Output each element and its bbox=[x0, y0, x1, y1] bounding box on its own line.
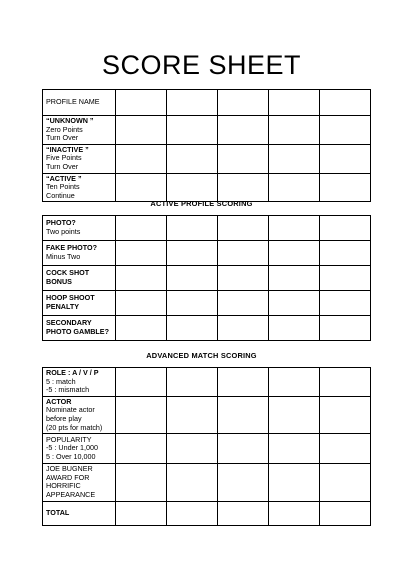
score-cell[interactable] bbox=[167, 464, 218, 501]
score-cell[interactable] bbox=[218, 116, 269, 145]
score-cell[interactable] bbox=[269, 266, 320, 291]
score-cell[interactable] bbox=[320, 316, 371, 341]
score-cell[interactable] bbox=[167, 396, 218, 433]
score-cell[interactable] bbox=[116, 90, 167, 116]
advanced-match-scoring-table bbox=[42, 367, 371, 526]
score-cell[interactable] bbox=[320, 216, 371, 241]
score-cell[interactable] bbox=[269, 396, 320, 433]
score-cell[interactable] bbox=[218, 291, 269, 316]
score-cell[interactable] bbox=[218, 144, 269, 173]
row-label-line: “ACTIVE ” bbox=[46, 173, 82, 183]
row-label bbox=[43, 434, 116, 464]
row-label-line: TOTAL bbox=[46, 507, 70, 517]
row-label-line: JOE BUGNER bbox=[46, 464, 93, 474]
table-row bbox=[43, 434, 371, 464]
score-cell[interactable] bbox=[269, 90, 320, 116]
row-label-line: Turn Over bbox=[46, 161, 79, 171]
score-cell[interactable] bbox=[320, 464, 371, 501]
score-cell[interactable] bbox=[269, 291, 320, 316]
score-cell[interactable] bbox=[167, 90, 218, 116]
row-label-line: SECONDARY bbox=[46, 318, 92, 328]
row-label-line: before play bbox=[46, 413, 82, 423]
score-cell[interactable] bbox=[320, 90, 371, 116]
score-cell[interactable] bbox=[218, 266, 269, 291]
row-label bbox=[43, 90, 116, 116]
table-row bbox=[43, 144, 371, 173]
score-cell[interactable] bbox=[167, 144, 218, 173]
score-cell[interactable] bbox=[320, 116, 371, 145]
score-cell[interactable] bbox=[116, 368, 167, 397]
table-row bbox=[43, 464, 371, 501]
table-row bbox=[43, 368, 371, 397]
row-label bbox=[43, 291, 116, 316]
score-cell[interactable] bbox=[320, 173, 371, 202]
row-label bbox=[43, 173, 116, 202]
row-label-line: POPULARITY bbox=[46, 434, 92, 444]
table-row bbox=[43, 396, 371, 433]
row-label bbox=[43, 144, 116, 173]
row-label-line: HORRIFIC bbox=[46, 481, 81, 491]
score-cell[interactable] bbox=[269, 368, 320, 397]
score-cell[interactable] bbox=[320, 291, 371, 316]
table-row bbox=[43, 291, 371, 316]
row-label bbox=[43, 368, 116, 397]
row-label-line: PENALTY bbox=[46, 302, 80, 311]
active-profile-scoring-table bbox=[42, 215, 371, 341]
row-label bbox=[43, 216, 116, 241]
row-label-line: 5 : match bbox=[46, 376, 76, 386]
score-cell[interactable] bbox=[167, 216, 218, 241]
row-label-line: FAKE PHOTO? bbox=[46, 243, 97, 253]
score-cell[interactable] bbox=[320, 144, 371, 173]
table-row bbox=[43, 501, 371, 525]
score-cell[interactable] bbox=[218, 316, 269, 341]
score-cell[interactable] bbox=[167, 173, 218, 202]
row-label-line: HOOP SHOOT bbox=[46, 293, 95, 303]
row-label-line: Nominate actor bbox=[46, 405, 95, 415]
advanced-match-scoring-heading: ADVANCED MATCH SCORING bbox=[146, 351, 257, 360]
row-label bbox=[43, 266, 116, 291]
row-label-line: Continue bbox=[46, 190, 75, 200]
row-label bbox=[43, 116, 116, 145]
score-cell[interactable] bbox=[218, 173, 269, 202]
score-cell[interactable] bbox=[116, 173, 167, 202]
score-cell[interactable] bbox=[218, 368, 269, 397]
row-label-line: AWARD FOR bbox=[46, 472, 90, 482]
score-cell[interactable] bbox=[269, 116, 320, 145]
score-cell[interactable] bbox=[218, 396, 269, 433]
score-cell[interactable] bbox=[269, 316, 320, 341]
row-label-line: Minus Two bbox=[46, 252, 81, 261]
score-cell[interactable] bbox=[269, 173, 320, 202]
score-cell[interactable] bbox=[269, 464, 320, 501]
score-cell[interactable] bbox=[167, 316, 218, 341]
score-cell[interactable] bbox=[320, 434, 371, 464]
score-cell[interactable] bbox=[116, 464, 167, 501]
score-cell[interactable] bbox=[116, 396, 167, 433]
score-cell[interactable] bbox=[218, 241, 269, 266]
score-cell[interactable] bbox=[116, 316, 167, 341]
row-label-line: Five Points bbox=[46, 153, 82, 163]
row-label-line: “INACTIVE ” bbox=[46, 144, 89, 154]
score-cell[interactable] bbox=[269, 216, 320, 241]
score-cell[interactable] bbox=[116, 266, 167, 291]
page-title: SCORE SHEET bbox=[101, 50, 302, 80]
table-row bbox=[43, 173, 371, 202]
row-label bbox=[43, 464, 116, 501]
score-cell[interactable] bbox=[218, 501, 269, 525]
score-cell[interactable] bbox=[167, 434, 218, 464]
score-cell[interactable] bbox=[116, 501, 167, 525]
row-label bbox=[43, 241, 116, 266]
row-label bbox=[43, 316, 116, 341]
score-cell[interactable] bbox=[320, 396, 371, 433]
table-row bbox=[43, 216, 371, 241]
score-cell[interactable] bbox=[269, 434, 320, 464]
row-label-line: COCK SHOT bbox=[46, 268, 90, 278]
score-cell[interactable] bbox=[167, 501, 218, 525]
score-cell[interactable] bbox=[320, 266, 371, 291]
row-label-line: Zero Points bbox=[46, 124, 83, 134]
row-label-line: PROFILE NAME bbox=[46, 97, 100, 107]
score-cell[interactable] bbox=[116, 116, 167, 145]
table-row bbox=[43, 316, 371, 341]
score-cell[interactable] bbox=[116, 144, 167, 173]
table-row bbox=[43, 116, 371, 145]
score-cell[interactable] bbox=[269, 501, 320, 525]
score-cell[interactable] bbox=[167, 291, 218, 316]
score-cell[interactable] bbox=[167, 241, 218, 266]
row-label bbox=[43, 501, 116, 525]
score-cell[interactable] bbox=[116, 241, 167, 266]
row-label-line: Two points bbox=[46, 227, 81, 236]
row-label-line: ACTOR bbox=[46, 396, 72, 406]
score-cell[interactable] bbox=[116, 434, 167, 464]
row-label-line: 5 : Over 10,000 bbox=[46, 451, 96, 461]
score-cell[interactable] bbox=[116, 216, 167, 241]
row-label bbox=[43, 396, 116, 433]
score-cell[interactable] bbox=[320, 241, 371, 266]
score-cell[interactable] bbox=[218, 90, 269, 116]
active-profile-scoring-heading: ACTIVE PROFILE SCORING bbox=[150, 199, 253, 208]
profile-table bbox=[42, 89, 371, 202]
table-row bbox=[43, 90, 371, 116]
table-row bbox=[43, 266, 371, 291]
row-label-line: BONUS bbox=[46, 277, 72, 286]
row-label-line: Ten Points bbox=[46, 182, 80, 192]
score-cell[interactable] bbox=[218, 464, 269, 501]
row-label-line: -5 : mismatch bbox=[46, 385, 90, 395]
row-label-line: APPEARANCE bbox=[46, 489, 96, 499]
score-cell[interactable] bbox=[167, 266, 218, 291]
score-cell[interactable] bbox=[116, 291, 167, 316]
row-label-line: (20 pts for match) bbox=[46, 422, 103, 432]
row-label-line: ROLE : A / V / P bbox=[46, 368, 99, 377]
score-cell[interactable] bbox=[320, 368, 371, 397]
score-cell[interactable] bbox=[269, 241, 320, 266]
score-cell[interactable] bbox=[269, 144, 320, 173]
row-label-line: “UNKNOWN ” bbox=[46, 116, 94, 125]
table-row bbox=[43, 241, 371, 266]
row-label-line: PHOTO? bbox=[46, 218, 76, 228]
row-label-line: -5 : Under 1,000 bbox=[46, 443, 98, 453]
score-cell[interactable] bbox=[218, 216, 269, 241]
row-label-line: PHOTO GAMBLE? bbox=[46, 327, 109, 336]
score-cell[interactable] bbox=[320, 501, 371, 525]
score-cell[interactable] bbox=[167, 368, 218, 397]
score-cell[interactable] bbox=[218, 434, 269, 464]
row-label-line: Turn Over bbox=[46, 133, 79, 143]
score-cell[interactable] bbox=[167, 116, 218, 145]
